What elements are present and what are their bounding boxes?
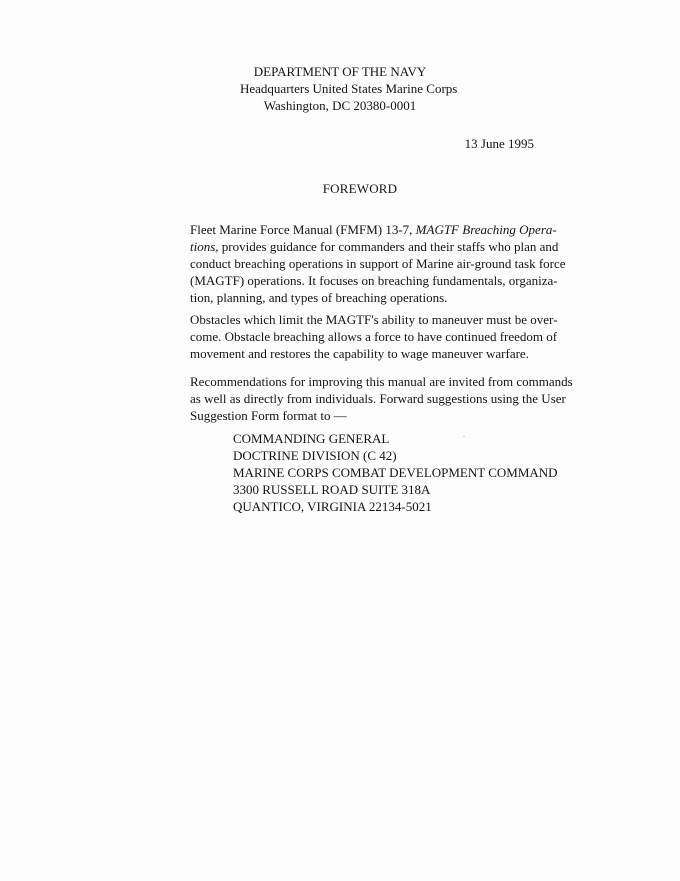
paragraph-recommendations (190, 373, 573, 424)
manual-title-italic: tions (190, 239, 216, 254)
letterhead (240, 63, 458, 114)
paragraph-line: Recommendations for improving this manual are invited from commands (190, 374, 573, 389)
paragraph-introduction (190, 221, 566, 306)
address-line: MARINE CORPS COMBAT DEVELOPMENT COMMAND (233, 465, 558, 480)
paragraph-line: conduct breaching operations in support of Marine air-ground task force (190, 256, 566, 271)
document-date: 13 June 1995 (464, 136, 534, 151)
address-line: COMMANDING GENERAL (233, 431, 390, 446)
paragraph-line (190, 238, 559, 255)
page-title: FOREWORD (322, 181, 398, 196)
paragraph-line: Suggestion Form format to — (190, 408, 347, 423)
letterhead-headquarters: Headquarters United States Marine Corps (240, 81, 458, 96)
paragraph-line: come. Obstacle breaching allows a force to have continued freedom of (190, 329, 558, 344)
paragraph-line: (MAGTF) operations. It focuses on breaching fundamentals, organiza- (190, 273, 558, 288)
letterhead-address: Washington, DC 20380-0001 (263, 98, 417, 113)
paragraph-line: Obstacles which limit the MAGTF's ability to maneuver must be over- (190, 312, 558, 327)
manual-title-italic: MAGTF Breaching Opera- (415, 222, 557, 237)
scan-speck (463, 436, 465, 437)
text-run: Fleet Marine Force Manual (FMFM) 13-7, (190, 222, 416, 237)
address-line: QUANTICO, VIRGINIA 22134-5021 (233, 499, 432, 514)
mailing-address (233, 430, 558, 515)
paragraph-obstacles (190, 311, 558, 362)
paragraph-line (190, 221, 557, 238)
paragraph-line: movement and restores the capability to wage maneuver warfare. (190, 346, 529, 361)
text-run: , provides guidance for commanders and their staffs who plan and (215, 239, 559, 254)
address-line: DOCTRINE DIVISION (C 42) (233, 448, 397, 463)
paragraph-line: as well as directly from individuals. Forward suggestions using the User (190, 391, 566, 406)
letterhead-department: DEPARTMENT OF THE NAVY (253, 64, 427, 79)
address-line: 3300 RUSSELL ROAD SUITE 318A (233, 482, 431, 497)
paragraph-line: tion, planning, and types of breaching operations. (190, 290, 448, 305)
